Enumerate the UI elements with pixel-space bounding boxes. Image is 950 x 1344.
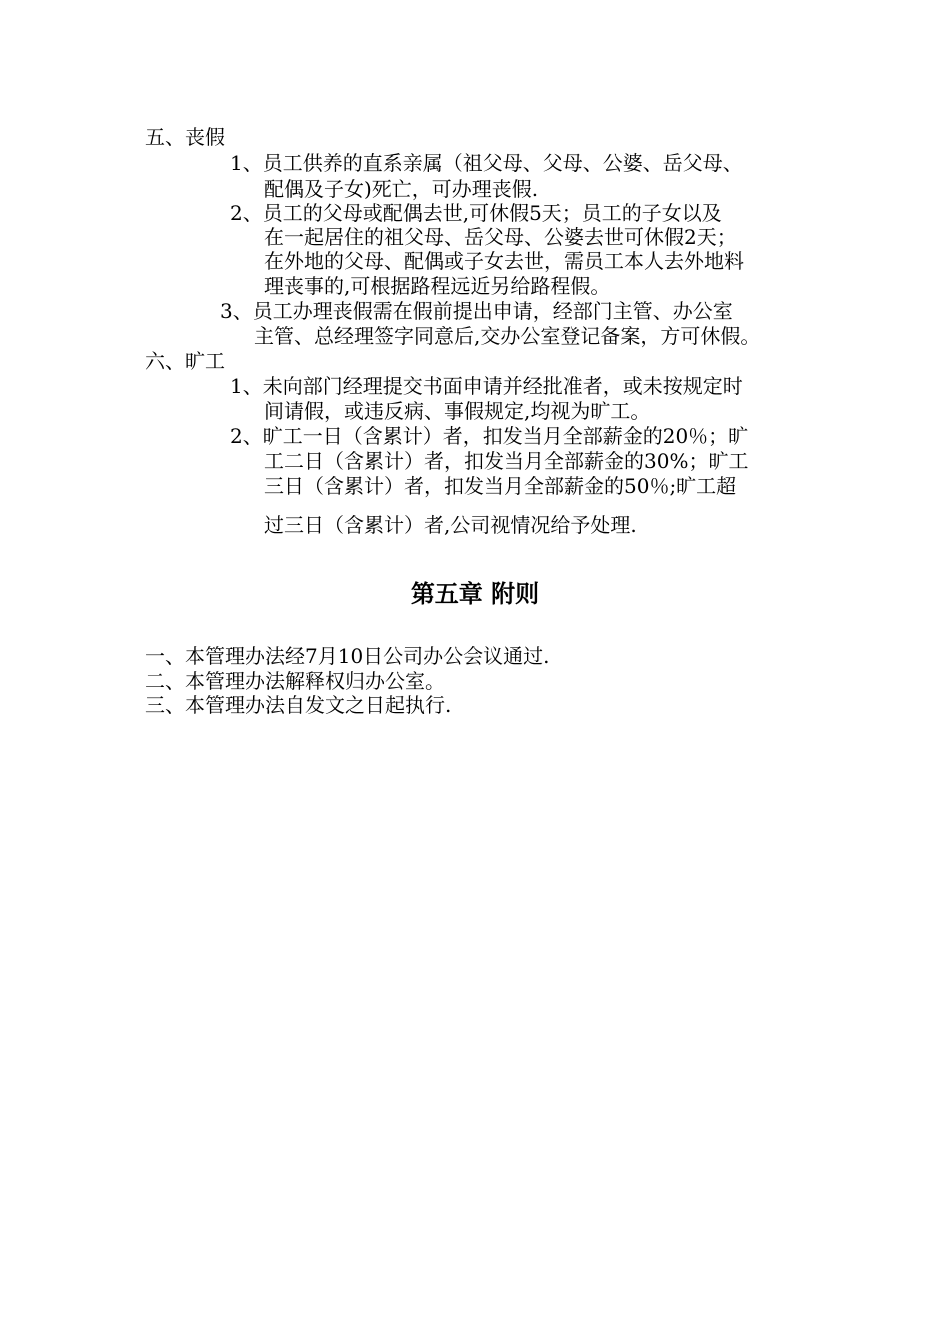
section-six-item-2-line-3: 三日（含累计）者，扣发当月全部薪金的50％;旷工超 xyxy=(264,474,737,498)
section-five-item-3-line-2: 主管、总经理签字同意后,交办公室登记备案，方可休假。 xyxy=(254,324,761,348)
section-five-item-1-line-2: 配偶及子女)死亡，可办理丧假. xyxy=(264,177,539,201)
section-six-item-1-line-2: 间请假，或违反病、事假规定,均视为旷工。 xyxy=(264,399,651,423)
section-five-title: 五、丧假 xyxy=(145,125,225,149)
section-six-item-2-line-4: 过三日（含累计）者,公司视情况给予处理. xyxy=(264,513,637,537)
section-five-item-2-line-3: 在外地的父母、配偶或子女去世，需员工本人去外地料 xyxy=(264,249,744,273)
section-five-item-1-line-1: 1、员工供养的直系亲属（祖父母、父母、公婆、岳父母、 xyxy=(230,151,743,175)
section-five-item-2-line-4: 理丧事的,可根据路程远近另给路程假。 xyxy=(264,274,611,298)
chapter-five-item-2: 二、本管理办法解释权归办公室。 xyxy=(145,669,445,693)
section-five-item-3-line-1: 3、员工办理丧假需在假前提出申请，经部门主管、办公室 xyxy=(220,299,733,323)
section-six-title: 六、旷工 xyxy=(145,349,225,373)
section-six-item-1-line-1: 1、未向部门经理提交书面申请并经批准者，或未按规定时 xyxy=(230,374,743,398)
section-five-item-2-line-2: 在一起居住的祖父母、岳父母、公婆去世可休假2天； xyxy=(264,225,737,249)
chapter-five-item-1: 一、本管理办法经7月10日公司办公会议通过. xyxy=(145,644,550,668)
section-five-item-2-line-1: 2、员工的父母或配偶去世,可休假5天；员工的子女以及 xyxy=(230,201,722,225)
chapter-five-heading: 第五章 附则 xyxy=(410,579,540,608)
chapter-five-item-3: 三、本管理办法自发文之日起执行. xyxy=(145,693,452,717)
section-six-item-2-line-1: 2、旷工一日（含累计）者，扣发当月全部薪金的20％；旷 xyxy=(230,424,749,448)
section-six-item-2-line-2: 工二日（含累计）者，扣发当月全部薪金的30%；旷工 xyxy=(264,449,749,473)
